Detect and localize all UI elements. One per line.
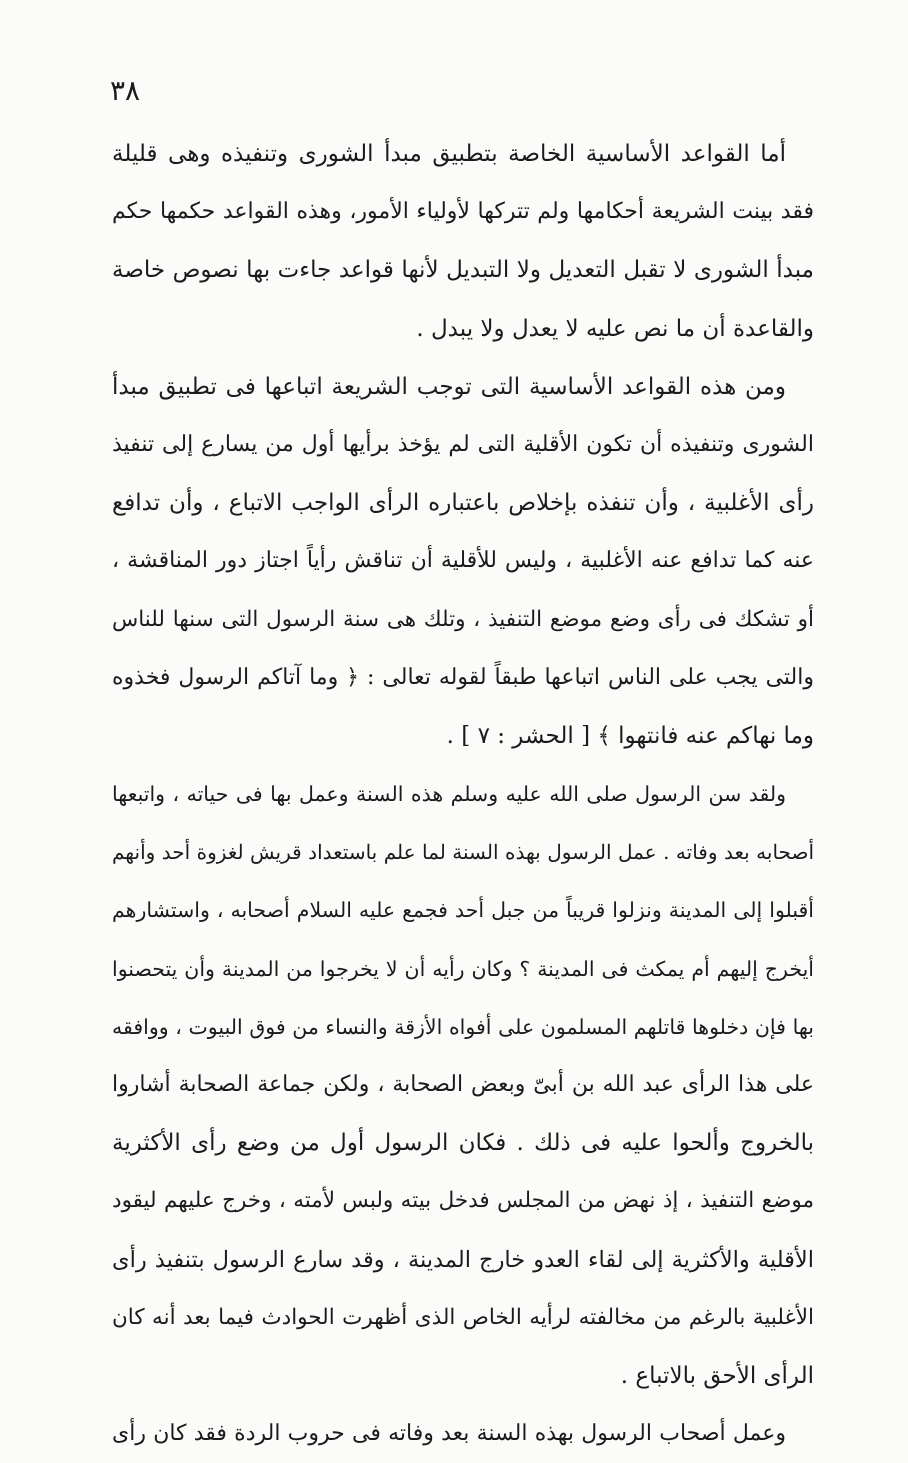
text-line: على هذا الرأى عبد الله بن أبىّ وبعض الصحابة ، ولكن جماعة الصحابة أشاروا <box>112 1072 814 1097</box>
text-line: وعمل أصحاب الرسول بهذه السنة بعد وفاته فى حروب الردة فقد كان رأى <box>112 1421 786 1447</box>
text-line: بها فإن دخلوها قاتلهم المسلمون على أفواه الأزقة والنساء من فوق البيوت ، ووافقه <box>112 1014 814 1039</box>
text-line: موضع التنفيذ ، إذ نهض من المجلس فدخل بيته ولبس لأمته ، وخرج عليهم ليقود <box>112 1188 814 1214</box>
text-line: مبدأ الشورى لا تقبل التعديل ولا التبديل لأنها قواعد جاءت بها نصوص خاصة <box>112 257 814 284</box>
text-line: أو تشكك فى رأى وضع موضع التنفيذ ، وتلك هى سنة الرسول التى سنها للناس <box>112 606 814 632</box>
text-line: رأى الأغلبية ، وأن تنفذه بإخلاص باعتباره الرأى الواجب الاتباع ، وأن تدافع <box>112 490 814 517</box>
text-line: أيخرج إليهم أم يمكث فى المدينة ؟ وكان رأيه أن لا يخرجوا من المدينة وأن يتحصنوا <box>112 956 814 981</box>
body-text <box>112 125 814 1463</box>
text-line: فقد بينت الشريعة أحكامها ولم تتركها لأولياء الأمور، وهذه القواعد حكمها حكم <box>112 199 814 225</box>
text-line: أما القواعد الأساسية الخاصة بتطبيق مبدأ الشورى وتنفيذه وهى قليلة <box>112 141 786 167</box>
text-line: ولقد سن الرسول صلى الله عليه وسلم هذه السنة وعمل بها فى حياته ، واتبعها <box>112 782 786 807</box>
text-line: الشورى وتنفيذه أن تكون الأقلية التى لم يؤخذ برأيها أول من يسارع إلى تنفيذ <box>112 431 814 457</box>
text-line: والتى يجب على الناس اتباعها طبقاً لقوله تعالى : ﴿ وما آتاكم الرسول فخذوه <box>112 664 814 690</box>
paragraph-3 <box>112 765 814 1405</box>
text-line: عنه كما تدافع عنه الأغلبية ، وليس للأقلية أن تناقش رأياً اجتاز دور المناقشة ، <box>112 548 814 574</box>
text-line: وما نهاكم عنه فانتهوا ﴾ [ الحشر : ٧ ] . <box>446 722 814 749</box>
page-number: ٣٨ <box>110 74 141 107</box>
paragraph-4 <box>112 1405 814 1463</box>
text-line: ومن هذه القواعد الأساسية التى توجب الشريعة اتباعها فى تطبيق مبدأ <box>112 373 786 400</box>
text-line: الأغلبية بالرغم من مخالفته لرأيه الخاص الذى أظهرت الحوادث فيما بعد أنه كان <box>112 1304 814 1330</box>
text-line: والقاعدة أن ما نص عليه لا يعدل ولا يبدل . <box>416 315 814 342</box>
paragraph-2 <box>112 358 814 765</box>
text-line: أقبلوا إلى المدينة ونزلوا قريباً من جبل أحد فجمع عليه السلام أصحابه ، واستشارهم <box>112 898 814 923</box>
text-line: الرأى الأحق بالاتباع . <box>620 1362 814 1389</box>
text-line: الأقلية والأكثرية إلى لقاء العدو خارج المدينة ، وقد سارع الرسول بتنفيذ رأى <box>112 1246 814 1273</box>
text-line: أصحابه بعد وفاته . عمل الرسول بهذه السنة لما علم باستعداد قريش لغزوة أحد وأنهم <box>112 840 814 865</box>
text-line: بالخروج وألحوا عليه فى ذلك . فكان الرسول أول من وضع رأى الأكثرية <box>112 1130 814 1157</box>
paragraph-1 <box>112 125 814 358</box>
